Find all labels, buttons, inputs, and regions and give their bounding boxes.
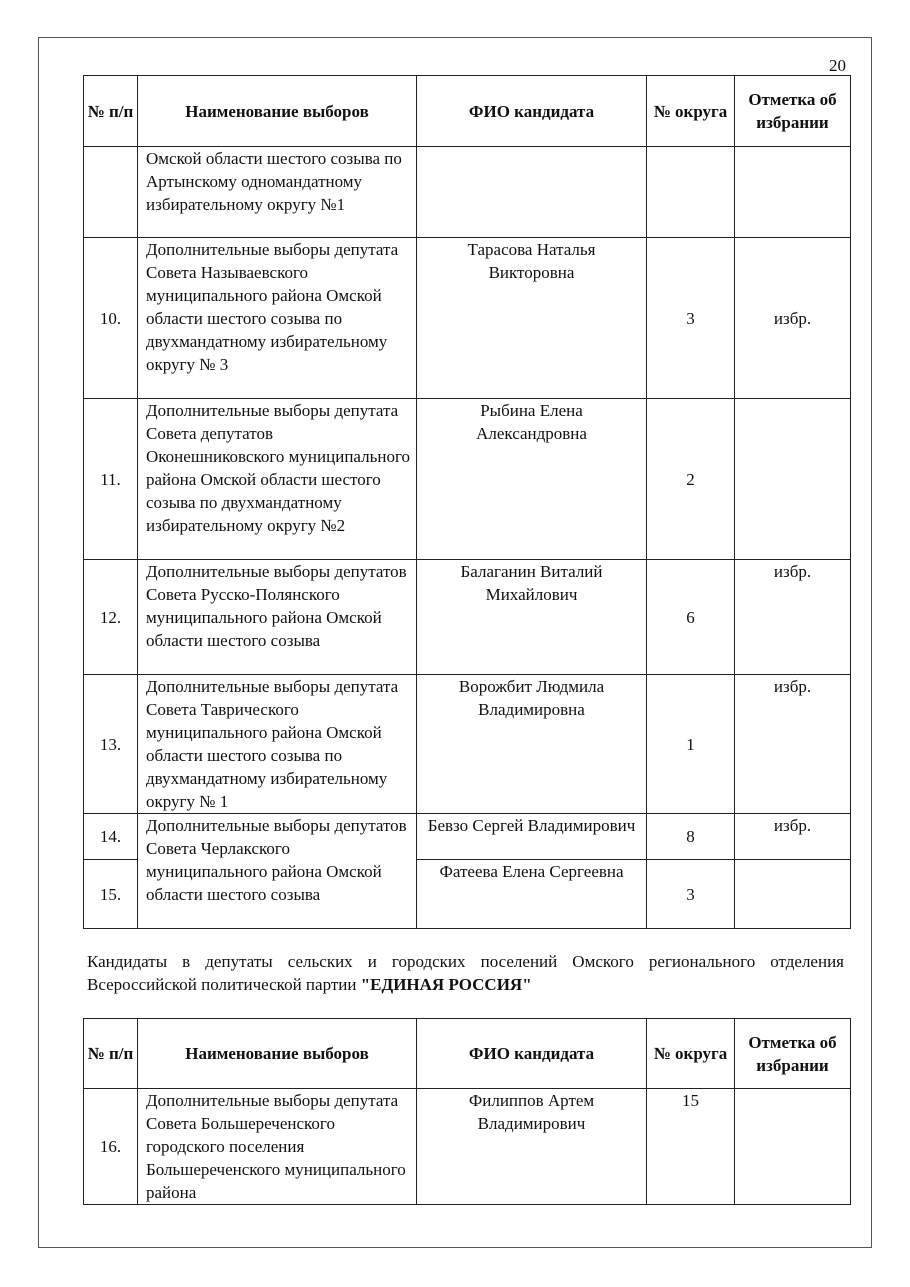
table-row	[84, 147, 851, 238]
paragraph-text: Кандидаты в депутаты сельских и городских поселений Омского регионального отделения Всероссийской политической партии	[87, 952, 844, 994]
election-name: Дополнительные выборы депутатов Совета Русско-Полянского муниципального района Омской области шестого созыва	[138, 560, 417, 675]
row-num	[84, 147, 138, 238]
election-mark	[735, 1089, 851, 1205]
header-num: № п/п	[84, 76, 138, 147]
table-row	[84, 814, 851, 860]
row-num: 13.	[84, 675, 138, 814]
district-number: 1	[647, 675, 735, 814]
table-header-row	[84, 76, 851, 147]
header-candidate: ФИО кандидата	[417, 76, 647, 147]
election-mark	[735, 399, 851, 560]
elections-table-2	[83, 1018, 851, 1205]
table-row	[84, 560, 851, 675]
header-mark: Отметка об избрании	[735, 1019, 851, 1089]
district-number: 6	[647, 560, 735, 675]
election-name: Дополнительные выборы депутата Совета депутатов Оконешниковского муниципального района Омской области шестого созыва по двухмандатному избирательному округу №2	[138, 399, 417, 560]
election-name: Омской области шестого созыва по Артынскому одномандатному избирательному округу №1	[138, 147, 417, 238]
district-number: 15	[647, 1089, 735, 1205]
table-row	[84, 675, 851, 814]
header-num: № п/п	[84, 1019, 138, 1089]
election-mark: избр.	[735, 560, 851, 675]
candidate-name	[417, 147, 647, 238]
election-name: Дополнительные выборы депутата Совета Большереченского городского поселения Большереченского муниципального района	[138, 1089, 417, 1205]
district-number: 3	[647, 238, 735, 399]
district-number: 8	[647, 814, 735, 860]
candidate-name: Бевзо Сергей Владимирович	[417, 814, 647, 860]
candidate-name: Филиппов Артем Владимирович	[417, 1089, 647, 1205]
section-heading-paragraph	[87, 950, 844, 996]
election-name: Дополнительные выборы депутата Совета Таврического муниципального района Омской области шестого созыва по двухмандатному избирательному округу № 1	[138, 675, 417, 814]
district-number: 3	[647, 860, 735, 929]
candidate-name: Рыбина Елена Александровна	[417, 399, 647, 560]
election-mark	[735, 147, 851, 238]
election-mark	[735, 860, 851, 929]
header-district: № округа	[647, 76, 735, 147]
header-election: Наименование выборов	[138, 76, 417, 147]
row-num: 14.	[84, 814, 138, 860]
election-mark: избр.	[735, 814, 851, 860]
page-number: 20	[829, 56, 846, 75]
table-row	[84, 238, 851, 399]
candidate-name: Фатеева Елена Сергеевна	[417, 860, 647, 929]
district-number	[647, 147, 735, 238]
election-mark: избр.	[735, 675, 851, 814]
header-district: № округа	[647, 1019, 735, 1089]
candidate-name: Ворожбит Людмила Владимировна	[417, 675, 647, 814]
table-header-row	[84, 1019, 851, 1089]
header-mark: Отметка об избрании	[735, 76, 851, 147]
candidate-name: Балаганин Виталий Михайлович	[417, 560, 647, 675]
district-number: 2	[647, 399, 735, 560]
election-mark: избр.	[735, 238, 851, 399]
table-row	[84, 399, 851, 560]
row-num: 16.	[84, 1089, 138, 1205]
election-name: Дополнительные выборы депутатов Совета Черлакского муниципального района Омской области шестого созыва	[138, 814, 417, 929]
row-num: 15.	[84, 860, 138, 929]
party-name: "ЕДИНАЯ РОССИЯ"	[360, 975, 532, 994]
row-num: 12.	[84, 560, 138, 675]
header-election: Наименование выборов	[138, 1019, 417, 1089]
row-num: 10.	[84, 238, 138, 399]
election-name: Дополнительные выборы депутата Совета Называевского муниципального района Омской области шестого созыва по двухмандатному избирательному округу № 3	[138, 238, 417, 399]
elections-table-1	[83, 75, 851, 929]
table-row	[84, 1089, 851, 1205]
header-candidate: ФИО кандидата	[417, 1019, 647, 1089]
candidate-name: Тарасова Наталья Викторовна	[417, 238, 647, 399]
row-num: 11.	[84, 399, 138, 560]
